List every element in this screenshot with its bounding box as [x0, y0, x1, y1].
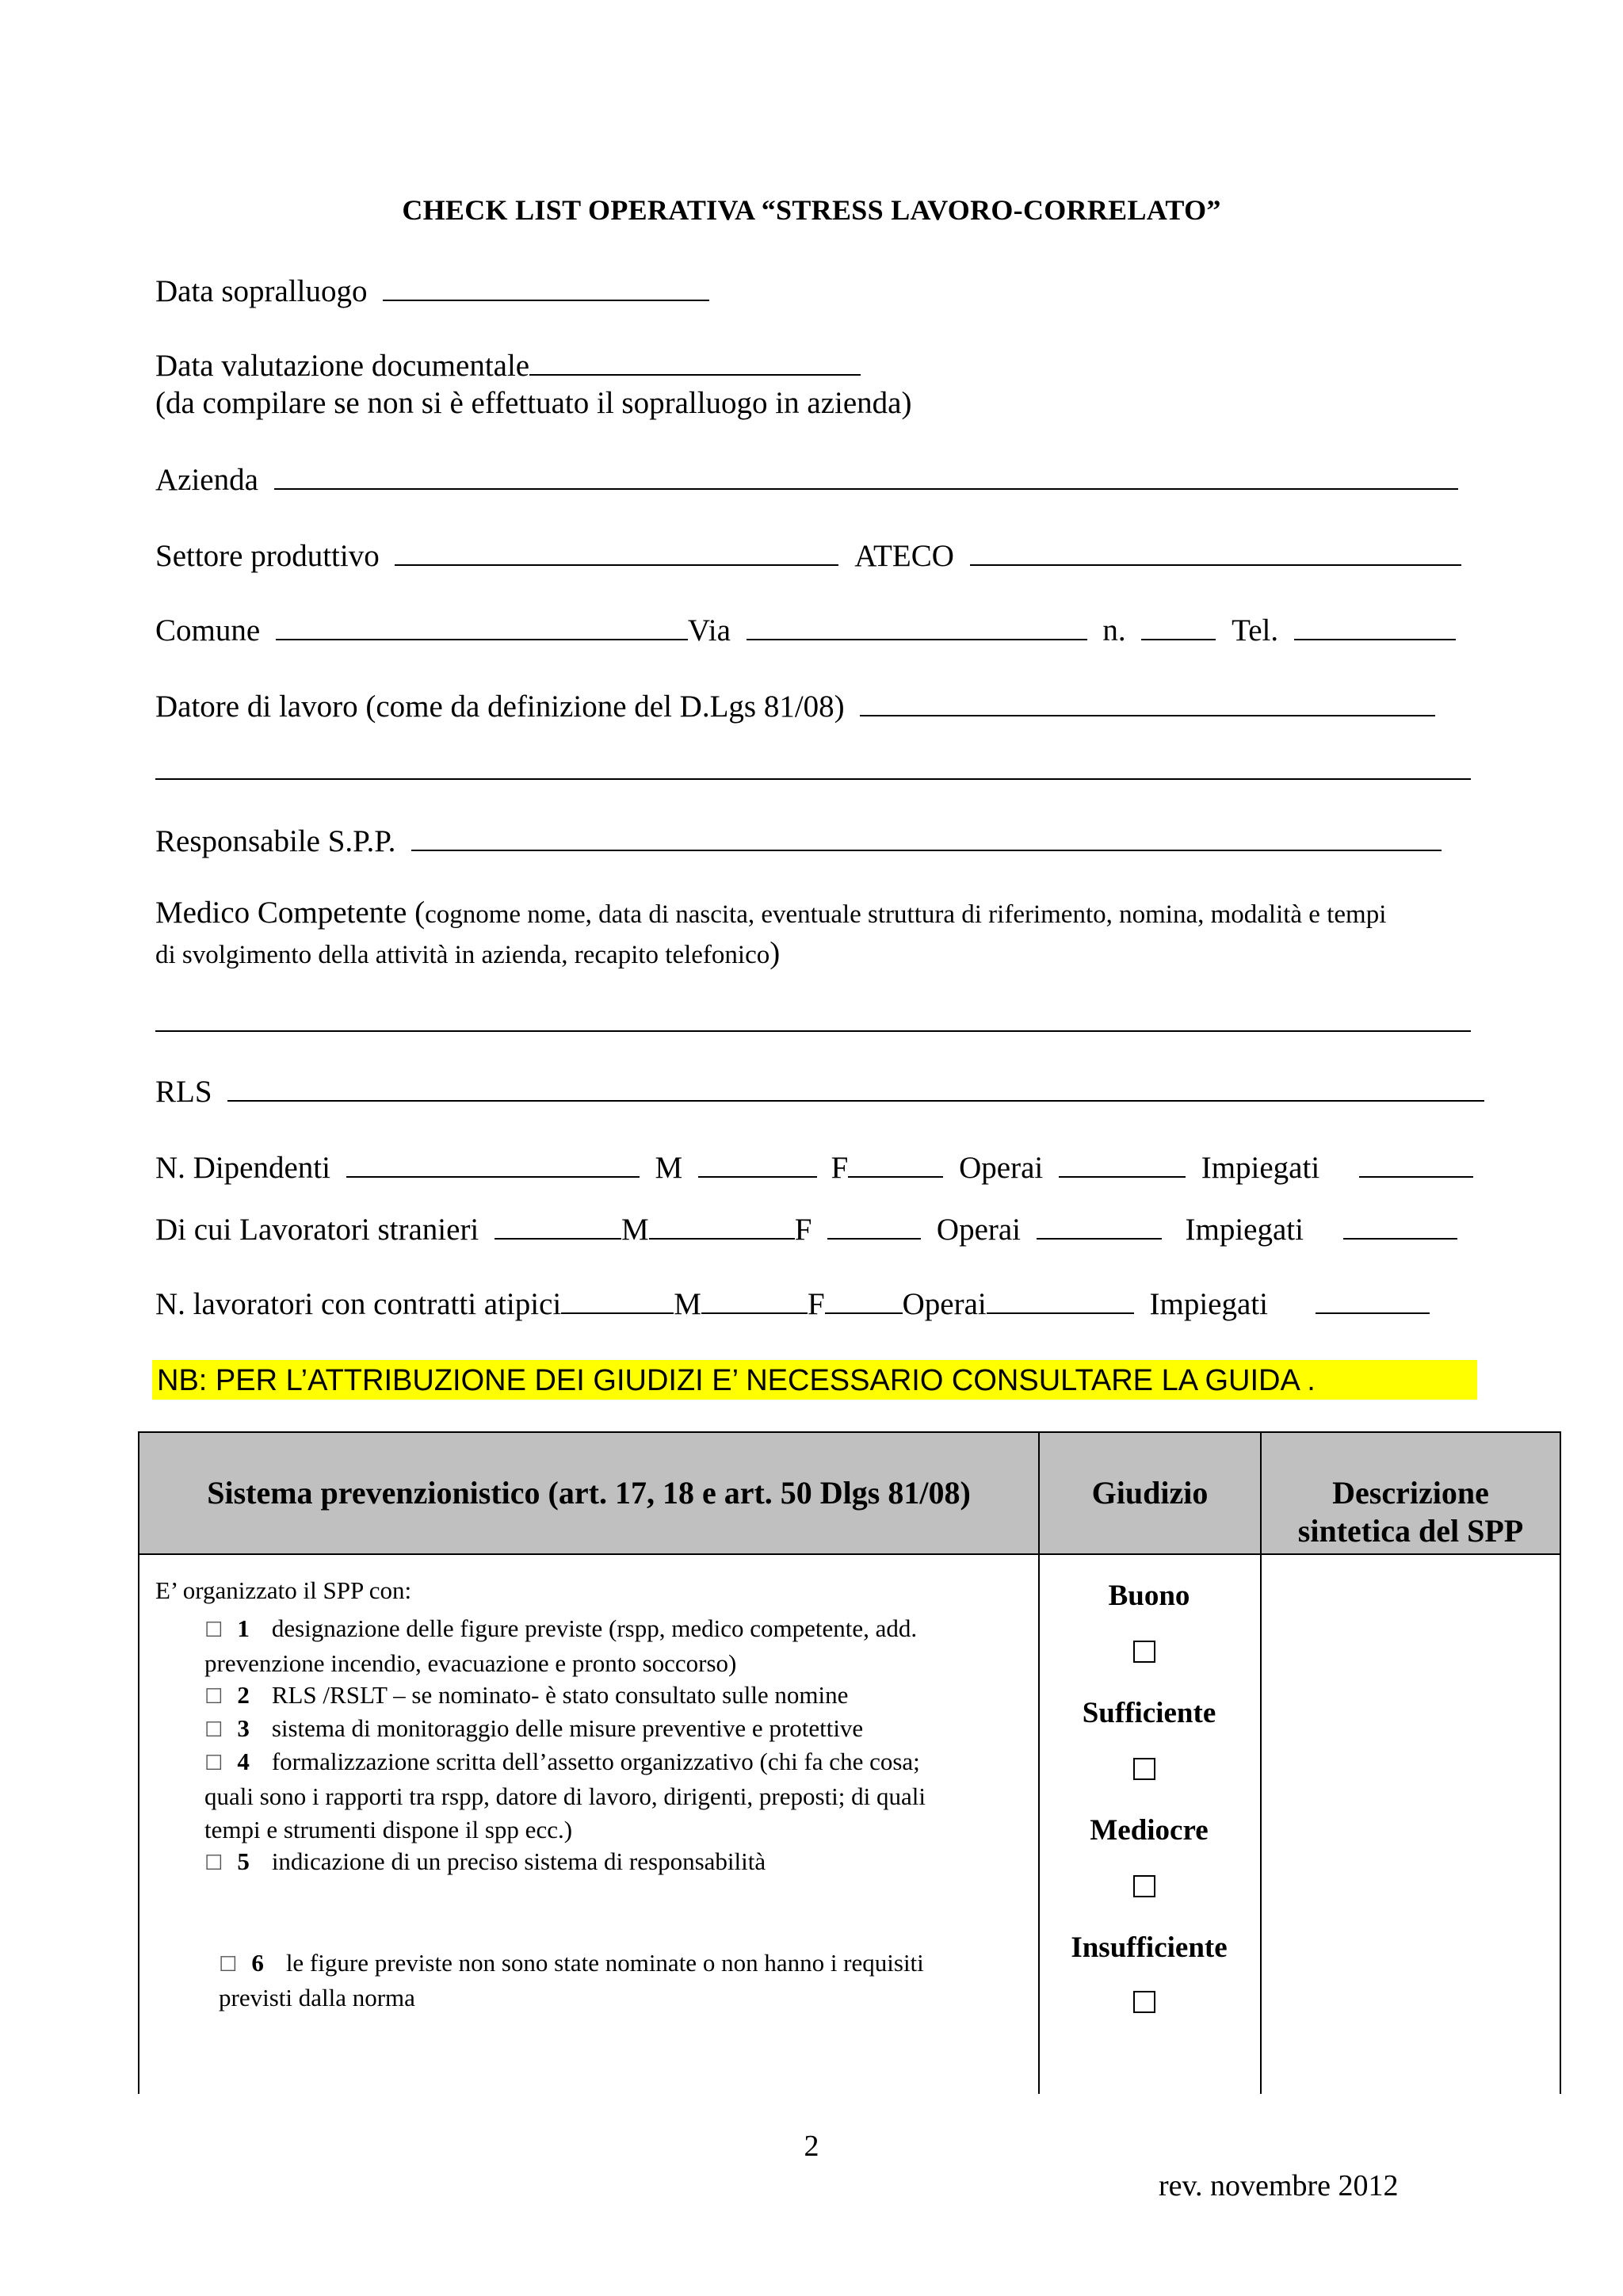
- input-tel[interactable]: [1294, 610, 1456, 640]
- label-datore: Datore di lavoro (come da definizione del D.Lgs 81/08): [155, 690, 845, 724]
- input-ateco[interactable]: [970, 536, 1461, 566]
- label-f-dipendenti: F: [831, 1151, 849, 1185]
- header-sistema: Sistema prevenzionistico (art. 17, 18 e art. 50 Dlgs 81/08): [207, 1475, 971, 1511]
- input-via[interactable]: [747, 610, 1087, 640]
- judgement-mediocre: Mediocre: [1090, 1814, 1209, 1847]
- input-responsabile[interactable]: [411, 821, 1442, 851]
- input-operai-dipendenti[interactable]: [1059, 1148, 1186, 1178]
- header-descrizione: [1262, 1474, 1560, 1550]
- item-6-text: le figure previste non sono state nominate o non hanno i requisiti: [285, 1949, 924, 1977]
- header-descrizione-line1: Descrizione: [1332, 1475, 1489, 1511]
- label-m-atipici: M: [674, 1287, 701, 1321]
- label-n: n.: [1102, 613, 1126, 648]
- label-m-dipendenti: M: [655, 1151, 683, 1185]
- checkbox-mediocre[interactable]: [1133, 1875, 1155, 1897]
- label-data-valutazione: Data valutazione documentale: [155, 349, 530, 383]
- item-6-num: 6: [251, 1949, 264, 1977]
- field-di-cui: [155, 1209, 1457, 1251]
- input-medico[interactable]: [155, 1030, 1471, 1032]
- table-border-right: [1560, 1553, 1561, 2094]
- checkbox-item-5[interactable]: ☐: [204, 1851, 223, 1875]
- note-medico-2: di svolgimento della attività in azienda, recapito telefonico: [155, 941, 770, 969]
- medico-close: ): [769, 936, 781, 970]
- item-4-text-2: quali sono i rapporti tra rspp, datore di lavoro, dirigenti, preposti; di quali: [204, 1782, 926, 1810]
- label-data-sopralluogo: Data sopralluogo: [155, 274, 368, 308]
- label-n-dipendenti: N. Dipendenti: [155, 1151, 330, 1185]
- label-f-stranieri: F: [794, 1213, 812, 1247]
- item-4: [204, 1745, 1029, 1847]
- input-n-atipici[interactable]: [561, 1284, 674, 1314]
- item-5-num: 5: [237, 1847, 250, 1875]
- page-title: CHECK LIST OPERATIVA “STRESS LAVORO-CORRELATO”: [402, 194, 1221, 226]
- input-n[interactable]: [1141, 610, 1216, 640]
- input-f-dipendenti[interactable]: [848, 1148, 943, 1178]
- label-operai-dipendenti: Operai: [959, 1151, 1044, 1185]
- input-rls[interactable]: [227, 1072, 1484, 1102]
- item-2: [204, 1679, 1029, 1713]
- input-impiegati-stranieri[interactable]: [1343, 1209, 1457, 1240]
- item-4-text: formalizzazione scritta dell’assetto organizzativo (chi fa che cosa;: [271, 1748, 920, 1775]
- label-tel: Tel.: [1232, 613, 1279, 648]
- label-rls: RLS: [155, 1075, 212, 1109]
- field-azienda: [155, 460, 1458, 501]
- input-m-stranieri[interactable]: [649, 1209, 795, 1240]
- item-3-num: 3: [237, 1714, 250, 1742]
- input-n-dipendenti[interactable]: [346, 1148, 640, 1178]
- item-4-num: 4: [237, 1748, 250, 1775]
- input-di-cui[interactable]: [495, 1209, 621, 1240]
- header-descrizione-line2: sintetica del SPP: [1297, 1513, 1524, 1549]
- field-responsabile: [155, 821, 1442, 862]
- note-medico-1: cognome nome, data di nascita, eventuale struttura di riferimento, nomina, modalità e tempi: [425, 900, 1387, 929]
- label-responsabile: Responsabile S.P.P.: [155, 824, 396, 858]
- table-divider-1: [1038, 1431, 1040, 2094]
- judgement-buono: Buono: [1108, 1580, 1190, 1612]
- input-comune[interactable]: [276, 610, 688, 640]
- item-4-text-3: tempi e strumenti dispone il spp ecc.): [204, 1816, 573, 1843]
- label-m-stranieri: M: [621, 1213, 649, 1247]
- label-impiegati-atipici: Impiegati: [1149, 1287, 1268, 1321]
- label-di-cui: Di cui Lavoratori stranieri: [155, 1213, 479, 1247]
- input-operai-stranieri[interactable]: [1037, 1209, 1162, 1240]
- label-via: Via: [687, 613, 731, 648]
- item-1-num: 1: [237, 1614, 250, 1642]
- input-settore[interactable]: [395, 536, 838, 566]
- item-5-text: indicazione di un preciso sistema di responsabilità: [271, 1847, 766, 1875]
- label-operai-atipici: Operai: [902, 1287, 987, 1321]
- field-medico-line2: [155, 935, 780, 971]
- item-6-text-2: previsti dalla norma: [219, 1984, 415, 2011]
- revision-note: rev. novembre 2012: [1159, 2169, 1399, 2202]
- item-5: [204, 1845, 1029, 1880]
- field-n-atipici: [155, 1284, 1430, 1325]
- field-medico: [155, 894, 1386, 935]
- label-impiegati-dipendenti: Impiegati: [1201, 1151, 1320, 1185]
- note-data-valutazione: (da compilare se non si è effettuato il sopralluogo in azienda): [155, 386, 912, 420]
- field-datore: [155, 686, 1435, 728]
- label-impiegati-stranieri: Impiegati: [1185, 1213, 1304, 1247]
- label-azienda: Azienda: [155, 463, 258, 497]
- input-datore[interactable]: [860, 686, 1435, 716]
- field-settore: [155, 536, 1461, 577]
- input-impiegati-dipendenti[interactable]: [1359, 1148, 1473, 1178]
- input-m-dipendenti[interactable]: [698, 1148, 817, 1178]
- table-border-left: [138, 1553, 139, 2094]
- nb-notice: NB: PER L’ATTRIBUZIONE DEI GIUDIZI E’ NECESSARIO CONSULTARE LA GUIDA .: [152, 1360, 1477, 1400]
- item-3-text: sistema di monitoraggio delle misure preventive e protettive: [271, 1714, 864, 1742]
- input-data-sopralluogo[interactable]: [383, 271, 709, 301]
- judgement-sufficiente: Sufficiente: [1082, 1697, 1216, 1729]
- judgement-insufficiente: Insufficiente: [1071, 1931, 1228, 1964]
- page-number: 2: [804, 2130, 819, 2163]
- checkbox-item-2[interactable]: ☐: [204, 1685, 223, 1709]
- checkbox-sufficiente[interactable]: [1133, 1758, 1155, 1780]
- item-1-text-2: prevenzione incendio, evacuazione e pronto soccorso): [204, 1649, 737, 1677]
- item-3: [204, 1712, 1029, 1747]
- item-2-num: 2: [237, 1681, 250, 1709]
- checkbox-item-4[interactable]: ☐: [204, 1752, 223, 1775]
- checkbox-item-1[interactable]: ☐: [204, 1618, 223, 1642]
- input-impiegati-atipici[interactable]: [1316, 1284, 1430, 1314]
- table-intro: E’ organizzato il SPP con:: [155, 1576, 412, 1604]
- input-f-stranieri[interactable]: [827, 1209, 921, 1240]
- label-f-atipici: F: [807, 1287, 825, 1321]
- input-azienda[interactable]: [274, 460, 1458, 490]
- label-settore: Settore produttivo: [155, 539, 380, 573]
- checkbox-item-6[interactable]: ☐: [219, 1953, 238, 1977]
- input-f-atipici[interactable]: [825, 1284, 903, 1314]
- item-1-text: designazione delle figure previste (rspp, medico competente, add.: [271, 1614, 918, 1642]
- field-rls: [155, 1072, 1484, 1113]
- label-operai-stranieri: Operai: [936, 1213, 1022, 1247]
- item-6: [219, 1946, 1035, 2015]
- field-n-dipendenti: [155, 1148, 1473, 1189]
- label-comune: Comune: [155, 613, 261, 648]
- input-datore-line2[interactable]: [155, 778, 1471, 780]
- checkbox-buono[interactable]: [1133, 1641, 1155, 1663]
- input-operai-atipici[interactable]: [987, 1284, 1134, 1314]
- input-m-atipici[interactable]: [701, 1284, 808, 1314]
- label-medico: Medico Competente (: [155, 896, 426, 930]
- header-giudizio: Giudizio: [1091, 1475, 1209, 1511]
- item-1: [204, 1612, 1029, 1680]
- field-data-valutazione: [155, 346, 861, 387]
- item-2-text: RLS /RSLT – se nominato- è stato consultato sulle nomine: [271, 1681, 849, 1709]
- checkbox-insufficiente[interactable]: [1133, 1991, 1155, 2013]
- field-data-sopralluogo: [155, 271, 709, 312]
- label-ateco: ATECO: [854, 539, 954, 573]
- field-comune: [155, 610, 1456, 651]
- checkbox-item-3[interactable]: ☐: [204, 1718, 223, 1742]
- label-n-atipici: N. lavoratori con contratti atipici: [155, 1287, 562, 1321]
- input-data-valutazione[interactable]: [529, 346, 861, 376]
